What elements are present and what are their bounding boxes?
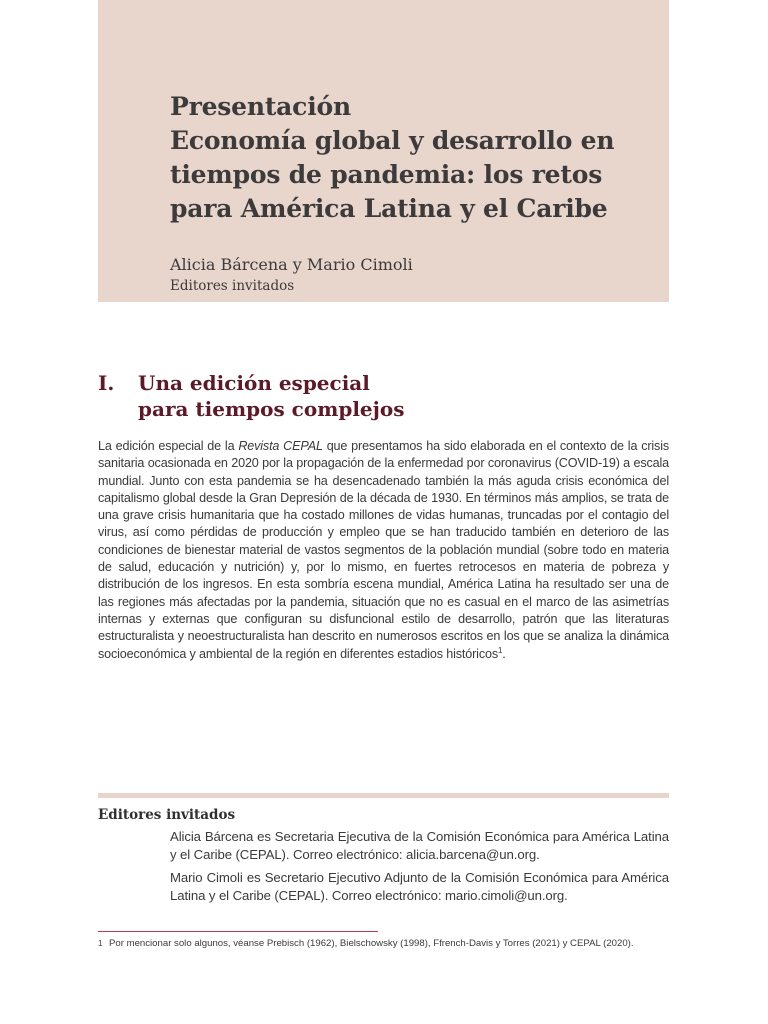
- guest-editors-label: Editores invitados: [98, 807, 236, 823]
- divider-band: [98, 793, 669, 798]
- body-paragraph: [98, 438, 669, 663]
- body-intro: La edición especial de la: [98, 439, 239, 453]
- section-title-line: para tiempos complejos: [138, 397, 405, 421]
- editor-bio: Alicia Bárcena es Secretaria Ejecutiva de la Comisión Económica para América Latina y el Caribe (CEPAL). Correo electrónico: alicia.barcena@un.org.: [170, 829, 669, 862]
- body-text: que presentamos ha sido elaborada en el contexto de la crisis sanitaria ocasionada en 2020 por la propagación de la enfermedad por coronavirus (COVID-19) a escala mundial. Junto con esta pandemia se ha desencadenado también la más aguda crisis económica del capitalismo global desde la Gran Depresión de la década de 1930. En términos más amplios, se trata de una grave crisis humanitaria que ha costado millones de vidas humanas, truncadas por el contagio del virus, así como pérdidas de producción y empleo que se han traducido también en deterioro de las condiciones de bienestar material de vastos segmentos de la población mundial (sobre todo en materia de salud, educación y nutrición) y, por lo mismo, en fuertes retrocesos en materia de pobreza y distribución de los ingresos. En esta sombría escena mundial, América Latina ha resultado ser una de las regiones más afectadas por la pandemia, situación que no es casual en el marco de las asimetrías internas y externas que configuran su disfuncional estilo de desarrollo, patrón que las literaturas estructuralista y neoestructuralista han descrito en numerosos escritos en los que se analiza la dinámica socioeconómica y ambiental de la región en diferentes estadios históricos: [98, 439, 669, 661]
- presentation-title: [170, 90, 660, 226]
- editor-bio: Mario Cimoli es Secretario Ejecutivo Adjunto de la Comisión Económica para América Latina y el Caribe (CEPAL). Correo electrónico: mario.cimoli@un.org.: [170, 870, 669, 903]
- journal-name: Revista CEPAL: [238, 439, 323, 453]
- section-title-line: Una edición especial: [138, 371, 370, 395]
- footnote-number: 1: [98, 939, 103, 948]
- footnote-text: Por mencionar solo algunos, véanse Prebisch (1962), Bielschowsky (1998), Ffrench-Davis y Torres (2021) y CEPAL (2020).: [109, 938, 634, 949]
- footnote-divider: [98, 931, 378, 932]
- title-line: tiempos de pandemia: los retos: [170, 160, 603, 189]
- title-line: para América Latina y el Caribe: [170, 194, 608, 223]
- section-title: [138, 370, 638, 422]
- title-line: Economía global y desarrollo en: [170, 126, 615, 155]
- section-number: I.: [98, 371, 115, 395]
- footnote-reference[interactable]: 1: [497, 645, 503, 655]
- authors: Alicia Bárcena y Mario Cimoli: [170, 255, 413, 274]
- body-end: .: [502, 646, 506, 661]
- title-line: Presentación: [170, 92, 351, 121]
- footnote: [98, 937, 669, 950]
- editors-label: Editores invitados: [170, 278, 295, 294]
